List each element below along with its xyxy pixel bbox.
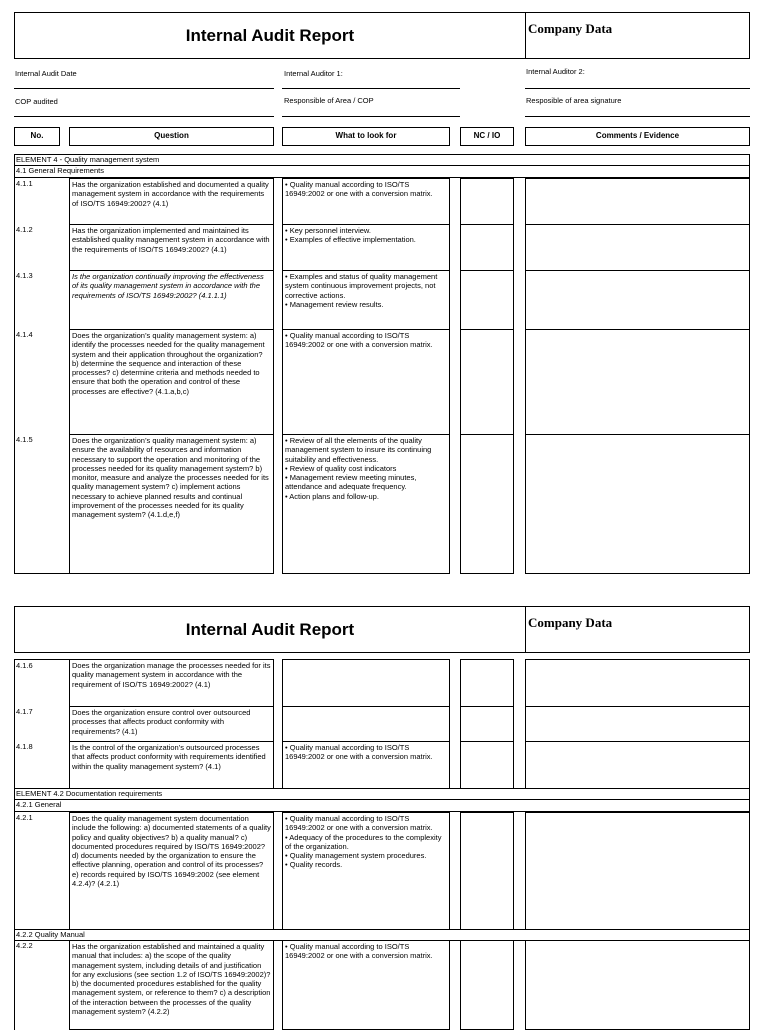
audit-date-field[interactable]: [14, 88, 274, 89]
row-4-1-5-look-item: • Action plans and follow-up.: [285, 491, 379, 501]
responsible-label: Responsible of Area / COP: [284, 96, 374, 105]
row-4-1-8-look-item: • Quality manual according to ISO/TS 16949:2002 or one with a conversion matrix.: [285, 743, 433, 762]
row-4-2-1-nc[interactable]: [460, 812, 514, 930]
row-4-1-4-question: Does the organization’s quality management system: a) identify the processes needed for the quality management system and their application throughout the organization? b) determine the sequence and interaction of these processes? c) determine criteria and methods needed to ensure that both the operation and control of these processes are effective? (4.1.a,b,c): [69, 329, 274, 435]
row-4-2-1-look-item: • Adequacy of the procedures to the complexity of the organization.: [285, 832, 442, 851]
row-4-2-2-look: [282, 940, 450, 1030]
row-4-1-4-number: 4.1.4: [14, 329, 70, 435]
row-4-1-3-question: Is the organization continually improving the effectiveness of its quality management system in accordance with the requirements of ISO/TS 16949:2002? (4.1.1.1): [69, 270, 274, 330]
row-4-1-1-question: Has the organization established and documented a quality management system in accordance with the requirements of ISO/TS 16949:2002? (4.1): [69, 178, 274, 225]
row-4-1-6-comments[interactable]: [525, 659, 750, 707]
section-general-421: 4.2.1 General: [14, 800, 750, 812]
company-data-label-2: Company Data: [528, 615, 613, 630]
row-4-1-3-nc[interactable]: [460, 270, 514, 330]
col-nc-header: NC / IO: [460, 127, 514, 146]
row-4-1-5-comments[interactable]: [525, 434, 750, 574]
cop-label: COP audited: [15, 97, 58, 106]
row-4-1-7-nc[interactable]: [460, 706, 514, 742]
row-4-1-5-look-item: • Review of quality cost indicators: [285, 463, 397, 473]
col-look-header: What to look for: [282, 127, 450, 146]
row-4-2-1-look-item: • Quality manual according to ISO/TS 16949:2002 or one with a conversion matrix.: [285, 814, 433, 833]
report-title-box-2: [14, 606, 526, 653]
company-data-box: [525, 12, 750, 59]
row-4-1-7-comments[interactable]: [525, 706, 750, 742]
row-4-2-1-question: Does the quality management system documentation include the following: a) documented statements of a quality policy and quality objectives? b) a quality manual? c) documented procedures required by ISO/TS 16949:2002? d) documents needed by the organization to ensure the effective planning, operation and control of its processes? e) records required by ISO/TS 16949:2002 (see element 4.2.4)? (4.2.1): [69, 812, 274, 930]
company-data-label: Company Data: [528, 21, 613, 36]
section-element42: ELEMENT 4.2 Documentation requirements: [14, 788, 750, 800]
auditor2-field[interactable]: [525, 88, 750, 89]
row-4-2-2-question: Has the organization established and maintained a quality manual that includes: a) the scope of the quality management system, including details of and justification for any exclusions (see section 1.2 of ISO/TS 16949:2002)? b) the documented procedures established for the quality management system, or reference to them? c) a description of the interaction between the processes of the quality management system? (4.2.2): [69, 940, 274, 1030]
row-4-1-5-question: Does the organization’s quality management system: a) ensure the availability of resources and information necessary to support the operation and monitoring of the processes needed for its quality management system? b) monitor, measure and analyze the processes needed for its quality management system? c) implement actions necessary to achieve planned results and continual improvement of the processes needed for its quality management system? (4.1.d,e,f): [69, 434, 274, 574]
row-4-1-3-look: [282, 270, 450, 330]
auditor1-field[interactable]: [282, 88, 460, 89]
row-4-1-2-nc[interactable]: [460, 224, 514, 271]
row-4-1-8-nc[interactable]: [460, 741, 514, 789]
row-4-2-2-nc[interactable]: [460, 940, 514, 1030]
section-manual-422: 4.2.2 Quality Manual: [14, 929, 750, 941]
row-4-1-2-number: 4.1.2: [14, 224, 70, 271]
col-comments-header: Comments / Evidence: [525, 127, 750, 146]
row-4-1-3-number: 4.1.3: [14, 270, 70, 330]
row-4-1-3-comments[interactable]: [525, 270, 750, 330]
row-4-1-1-nc[interactable]: [460, 178, 514, 225]
row-4-1-8-look: [282, 741, 450, 789]
row-4-1-6-number: 4.1.6: [14, 659, 70, 707]
row-4-1-5-look: [282, 434, 450, 574]
row-4-1-7-question: Does the organization ensure control over outsourced processes that affects product conformity with requirements? (4.1): [69, 706, 274, 742]
row-4-1-8-number: 4.1.8: [14, 741, 70, 789]
row-4-1-1-look: [282, 178, 450, 225]
auditor2-label: Internal Auditor 2:: [526, 67, 585, 76]
row-4-2-1-comments[interactable]: [525, 812, 750, 930]
row-4-1-7-look: [282, 706, 450, 742]
row-4-1-1-look-item: • Quality manual according to ISO/TS 16949:2002 or one with a conversion matrix.: [285, 180, 433, 199]
row-4-1-8-question: Is the control of the organization’s outsourced processes that affects product conformity with requirements identified within the quality management system? (4.1): [69, 741, 274, 789]
section-general-req: 4.1 General Requirements: [14, 166, 750, 178]
auditor1-label: Internal Auditor 1:: [284, 69, 343, 78]
responsible-field[interactable]: [282, 116, 460, 117]
row-4-1-2-look-item: • Examples of effective implementation.: [285, 235, 416, 245]
signature-field[interactable]: [525, 116, 750, 117]
company-data-box-2: [525, 606, 750, 653]
row-4-2-1-look-item: • Quality records.: [285, 860, 343, 870]
row-4-1-6-look: [282, 659, 450, 707]
row-4-2-2-number: 4.2.2: [14, 940, 70, 1030]
row-4-2-2-look-item: • Quality manual according to ISO/TS 16949:2002 or one with a conversion matrix.: [285, 942, 433, 961]
row-4-2-1-number: 4.2.1: [14, 812, 70, 930]
row-4-1-2-look-item: • Key personnel interview.: [285, 226, 372, 235]
col-question-header: Question: [69, 127, 274, 146]
row-4-1-4-look-item: • Quality manual according to ISO/TS 16949:2002 or one with a conversion matrix.: [285, 331, 433, 350]
row-4-1-3-look-item: • Management review results.: [285, 299, 384, 309]
row-4-1-5-look-item: • Management review meeting minutes, attendance and adequate frequency.: [285, 473, 417, 492]
cop-field[interactable]: [14, 116, 274, 117]
row-4-1-3-look-item: • Examples and status of quality management system continuous improvement projects, not corrective actions.: [285, 272, 438, 300]
report-title-box: [14, 12, 526, 59]
row-4-1-4-look: [282, 329, 450, 435]
row-4-1-5-look-item: • Review of all the elements of the quality management system to insure its continuing suitability and effectiveness.: [285, 436, 432, 464]
row-4-1-4-nc[interactable]: [460, 329, 514, 435]
row-4-1-1-number: 4.1.1: [14, 178, 70, 225]
report-title-2: Internal Audit Report: [185, 620, 355, 639]
row-4-1-5-number: 4.1.5: [14, 434, 70, 574]
row-4-2-1-look: [282, 812, 450, 930]
row-4-1-8-comments[interactable]: [525, 741, 750, 789]
row-4-1-6-question: Does the organization manage the processes needed for its quality management system in accordance with the requirement of ISO/TS 16949:2002? (4.1): [69, 659, 274, 707]
audit-date-label: Internal Audit Date: [15, 69, 77, 78]
row-4-1-1-comments[interactable]: [525, 178, 750, 225]
report-title: Internal Audit Report: [185, 26, 355, 45]
row-4-1-2-question: Has the organization implemented and maintained its established quality management system in accordance with the requirements of ISO/TS 16949:2002? (4.1): [69, 224, 274, 271]
row-4-1-5-nc[interactable]: [460, 434, 514, 574]
section-element4: ELEMENT 4 - Quality management system: [14, 154, 750, 166]
row-4-1-4-comments[interactable]: [525, 329, 750, 435]
row-4-1-7-number: 4.1.7: [14, 706, 70, 742]
row-4-2-2-comments[interactable]: [525, 940, 750, 1030]
signature-label: Resposible of area signature: [526, 96, 622, 105]
col-no-header: No.: [14, 127, 60, 146]
row-4-1-2-look: [282, 224, 450, 271]
row-4-2-1-look-item: • Quality management system procedures.: [285, 851, 427, 861]
row-4-1-2-comments[interactable]: [525, 224, 750, 271]
row-4-1-6-nc[interactable]: [460, 659, 514, 707]
